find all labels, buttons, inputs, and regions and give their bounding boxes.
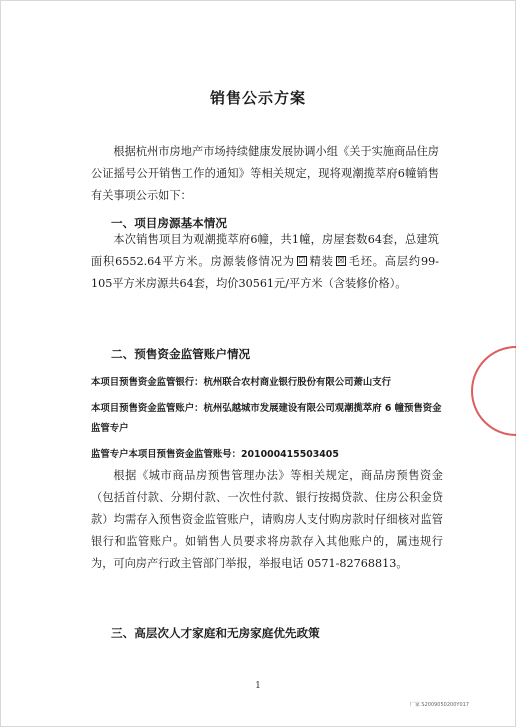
crossed-checkbox-icon: ☒: [337, 256, 345, 265]
red-seal-stamp: [471, 346, 516, 436]
document-title: 销售公示方案: [209, 89, 306, 107]
section-1-heading: 一、项目房源基本情况: [111, 216, 227, 230]
supervision-account-number-line: 监管专户本项目预售资金监管账号：201000415503405: [91, 449, 339, 460]
section-1-paragraph: [91, 229, 439, 295]
section-3-heading: 三、高层次人才家庭和无房家庭优先政策: [111, 626, 320, 640]
section-2-body: 根据《城市商品房预售管理办法》等相关规定，商品房预售资金（包括首付款、分期付款、一次性付款、银行按揭贷款、住房公积金贷款）均需存入预售资金监管账户，请购房人支付购房款时仔细核对监管银行和监管账户。如销售人员要求将房款存入其他账户的，属违规行为，可向房产行政主管部门举报，举报电话 0571-82768813。: [91, 469, 443, 570]
checkbox-1-label: 精装: [308, 255, 334, 268]
supervision-bank-line: 本项目预售资金监管银行：杭州联合农村商业银行股份有限公司萧山支行: [91, 377, 392, 388]
document-code: 厂家 S2009050200Y017: [409, 702, 469, 708]
checked-checkbox-icon: ☑: [298, 256, 306, 265]
supervision-account-line: 本项目预售资金监管账户：杭州弘越城市发展建设有限公司观潮揽萃府 6 幢预售资金监管专户: [91, 403, 442, 434]
section-2-heading: 二、预售资金监管账户情况: [111, 347, 251, 361]
checkbox-2-label: 毛坯。高层约99-105平方米房源共64套，均价30561元/平方米（含装修价格）。: [91, 255, 439, 290]
section-1-text: 本次销售项目为观潮揽萃府6幢，共1幢，房屋套数64套，总建筑面积6552.64平方米。房源装修情况为: [91, 233, 439, 268]
intro-paragraph: 根据杭州市房地产市场持续健康发展协调小组《关于实施商品住房公证摇号公开销售工作的通知》等相关规定，现将观潮揽萃府6幢销售有关事项公示如下：: [91, 145, 439, 202]
page-number: 1: [255, 681, 261, 691]
